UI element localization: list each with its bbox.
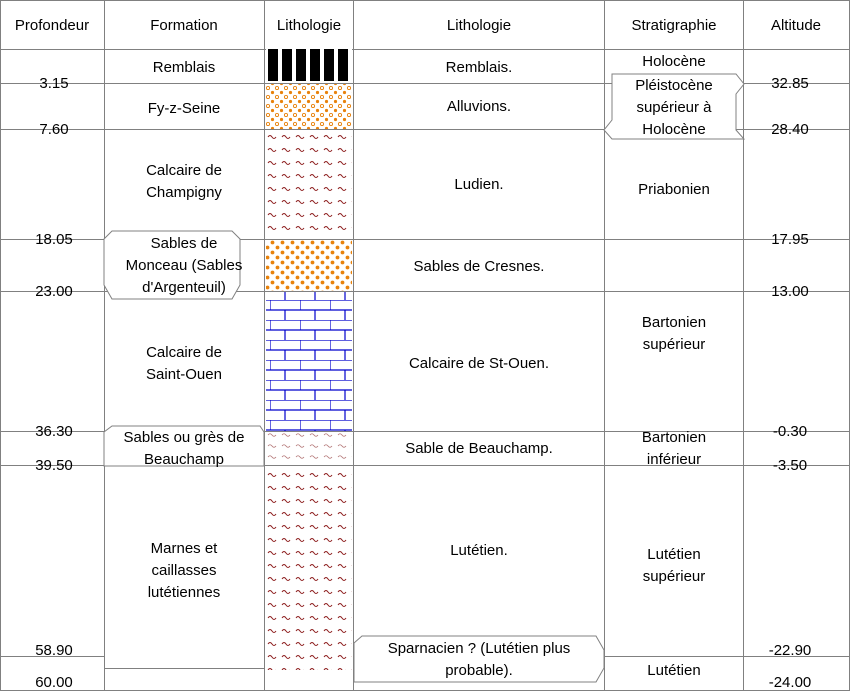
lithology-layer-fill [266,49,352,81]
lithologie-label: Sables de Cresnes. [413,258,545,275]
header-lithologie-column: Lithologie [276,17,342,34]
lithology-layer-gravel [266,83,352,129]
formation-label: Calcaire de Champigny [146,162,222,201]
altitude-value: 17.95 [771,231,809,248]
lithology-column [266,49,352,670]
lithology-layer-limestone [266,291,352,431]
altitude-value: 32.85 [771,75,809,92]
stratigraphie-label: Priabonien [638,181,710,198]
altitude-value: -3.50 [772,457,808,474]
lithologie-label: Sable de Beauchamp. [405,440,553,457]
stratigraphie-label: Bartonien supérieur [641,314,707,353]
depth-value: 39.50 [35,457,73,474]
formation-label: Fy-z-Seine [147,100,221,117]
formation-label: Sables ou grès de Beauchamp [123,429,245,468]
altitude-value: -24.00 [768,674,812,691]
labels [35,53,811,691]
depth-value: 7.60 [39,121,69,138]
stratigraphie-label: Lutétien [647,662,701,679]
lithologie-label: Sparnacien ? (Lutétien plus probable). [387,640,571,679]
lithology-layer-marl [266,465,352,670]
altitude-value: 28.40 [771,121,809,138]
depth-value: 18.05 [35,231,73,248]
header-altitude: Altitude [770,17,822,34]
lithologie-label: Remblais. [445,59,513,76]
depth-value: 60.00 [35,674,73,691]
stratigraphie-label: Lutétien supérieur [642,546,706,585]
depth-value: 36.30 [35,423,73,440]
formation-label: Sables de Monceau (Sables d'Argenteuil) [125,235,243,296]
stratigraphie-label: Pléistocène supérieur à Holocène [635,77,713,138]
lithology-layer-marl [266,129,352,239]
header-formation: Formation [150,17,218,34]
header-profondeur: Profondeur [14,17,90,34]
depth-value: 23.00 [35,283,73,300]
header-stratigraphie: Stratigraphie [631,17,717,34]
header-lithologie: Lithologie [446,17,512,34]
lithology-layer-sand [266,239,352,291]
lithologie-label: Alluvions. [446,98,512,115]
altitude-value: -22.90 [768,642,812,659]
formation-label: Marnes et caillasses lutétiennes [147,540,221,601]
lithologie-label: Ludien. [454,176,504,193]
lithologie-label: Calcaire de St-Ouen. [408,355,550,372]
stratigraphie-label: Holocène [642,53,706,70]
altitude-value: 13.00 [771,283,809,300]
depth-value: 58.90 [35,642,73,659]
boundary-lines [0,84,850,669]
formation-label: Remblais [152,59,216,76]
altitude-value: -0.30 [772,423,808,440]
depth-value: 3.15 [39,75,69,92]
lithologie-label: Lutétien. [450,542,508,559]
column-headers [15,17,821,34]
lithology-layer-marl-light [266,431,352,465]
stratigraphie-label: Bartonien inférieur [641,429,707,468]
formation-label: Calcaire de Saint-Ouen [146,344,222,383]
